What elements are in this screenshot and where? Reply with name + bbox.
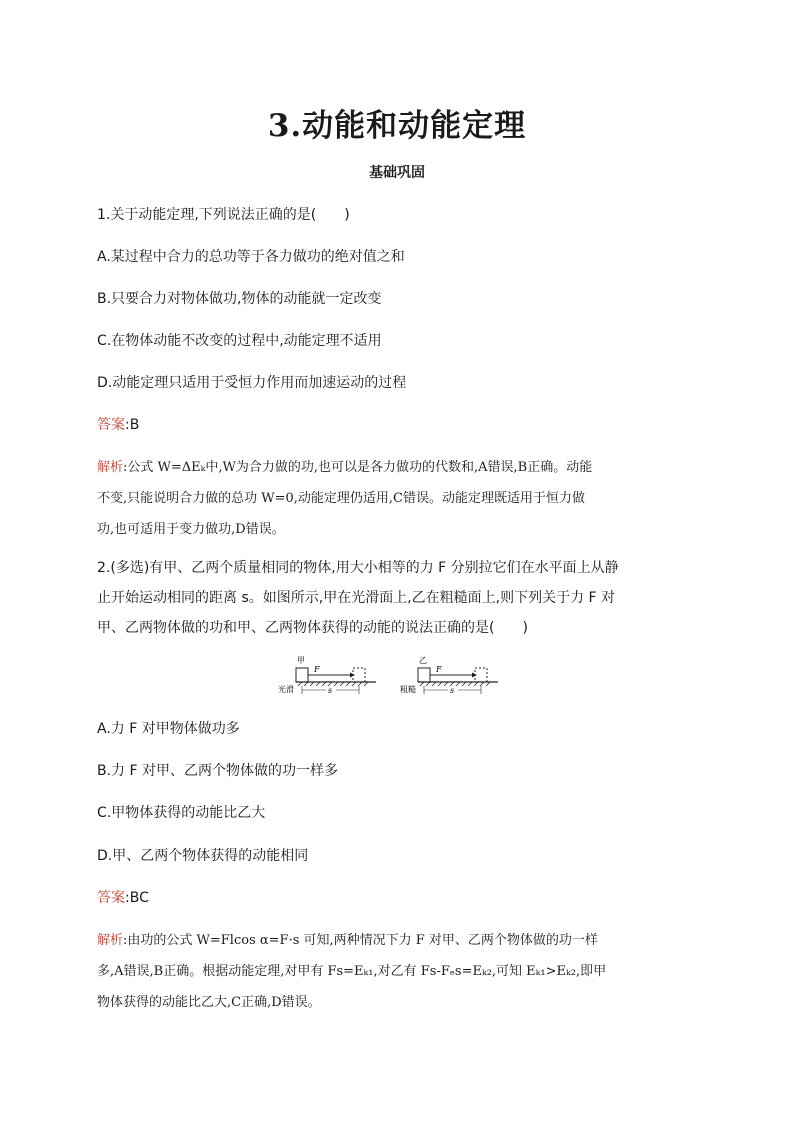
explanation-line: 解析:由功的公式 W=Flcos α=F·s 可知,两种情况下力 F 对甲、乙两个物体做的功一样 bbox=[97, 933, 598, 948]
q1-option-c: C.在物体动能不改变的过程中,动能定理不适用 bbox=[97, 333, 382, 349]
answer-value: :BC bbox=[125, 890, 149, 906]
force-label: F bbox=[314, 665, 320, 674]
explanation-line: 不变,只能说明合力做的总功 W=0,动能定理仍适用,C错误。动能定理既适用于恒力做 bbox=[97, 491, 586, 506]
answer-value: :B bbox=[125, 417, 140, 433]
q2-answer bbox=[97, 887, 149, 907]
q2-explanation bbox=[97, 925, 697, 1018]
distance-label: s bbox=[328, 686, 333, 695]
explanation-label: 解析 bbox=[97, 460, 124, 475]
q2-stem-line: 2.(多选)有甲、乙两个质量相同的物体,用大小相等的力 F 分别拉它们在水平面上从静 bbox=[97, 560, 619, 576]
answer-label: 答案 bbox=[97, 890, 125, 906]
q2-option-a: A.力 F 对甲物体做功多 bbox=[97, 721, 240, 737]
q1-stem: 1.关于动能定理,下列说法正确的是( ) bbox=[97, 207, 350, 223]
page-title: 3.动能和动能定理 bbox=[267, 108, 527, 144]
explanation-line: 功,也可适用于变力做功,D错误。 bbox=[97, 522, 285, 537]
q2-stem-line: 甲、乙两物体做的功和甲、乙两物体获得的动能的说法正确的是( ) bbox=[97, 620, 528, 636]
explanation-label: 解析 bbox=[97, 933, 124, 948]
q2-option-b: B.力 F 对甲、乙两个物体做的功一样多 bbox=[97, 763, 339, 779]
explanation-line: 解析:公式 W=ΔEₖ中,W为合力做的功,也可以是各力做功的代数和,A错误,B正确。动能 bbox=[97, 460, 593, 475]
force-label: F bbox=[436, 665, 442, 674]
distance-label: s bbox=[450, 686, 455, 695]
right-surface-label: 粗糙 bbox=[400, 685, 416, 694]
q1-option-a: A.某过程中合力的总功等于各力做功的绝对值之和 bbox=[97, 249, 405, 265]
q2-option-c: C.甲物体获得的动能比乙大 bbox=[97, 805, 266, 821]
q1-option-d: D.动能定理只适用于受恒力作用而加速运动的过程 bbox=[97, 375, 407, 391]
left-scene bbox=[278, 656, 376, 695]
explanation-line: 多,A错误,B正确。根据动能定理,对甲有 Fs=Eₖ₁,对乙有 Fs-Fₑs=Eₖ₂,可知 Eₖ₁>Eₖ₂,即甲 bbox=[97, 964, 607, 979]
force-diagram bbox=[278, 652, 510, 696]
left-surface-label: 光滑 bbox=[278, 685, 294, 694]
explanation-line: 物体获得的动能比乙大,C正确,D错误。 bbox=[97, 995, 321, 1010]
answer-label: 答案 bbox=[97, 417, 125, 433]
section-title: 基础巩固 bbox=[369, 165, 425, 181]
q2-stem-line: 止开始运动相同的距离 s。如图所示,甲在光滑面上,乙在粗糙面上,则下列关于力 F 对 bbox=[97, 590, 616, 606]
q1-option-b: B.只要合力对物体做功,物体的动能就一定改变 bbox=[97, 291, 382, 307]
q2-option-d: D.甲、乙两个物体获得的动能相同 bbox=[97, 848, 309, 864]
right-scene bbox=[400, 656, 498, 695]
left-block-label: 甲 bbox=[297, 656, 305, 665]
q1-explanation bbox=[97, 452, 697, 545]
right-block-label: 乙 bbox=[419, 656, 427, 665]
q1-answer bbox=[97, 414, 139, 434]
